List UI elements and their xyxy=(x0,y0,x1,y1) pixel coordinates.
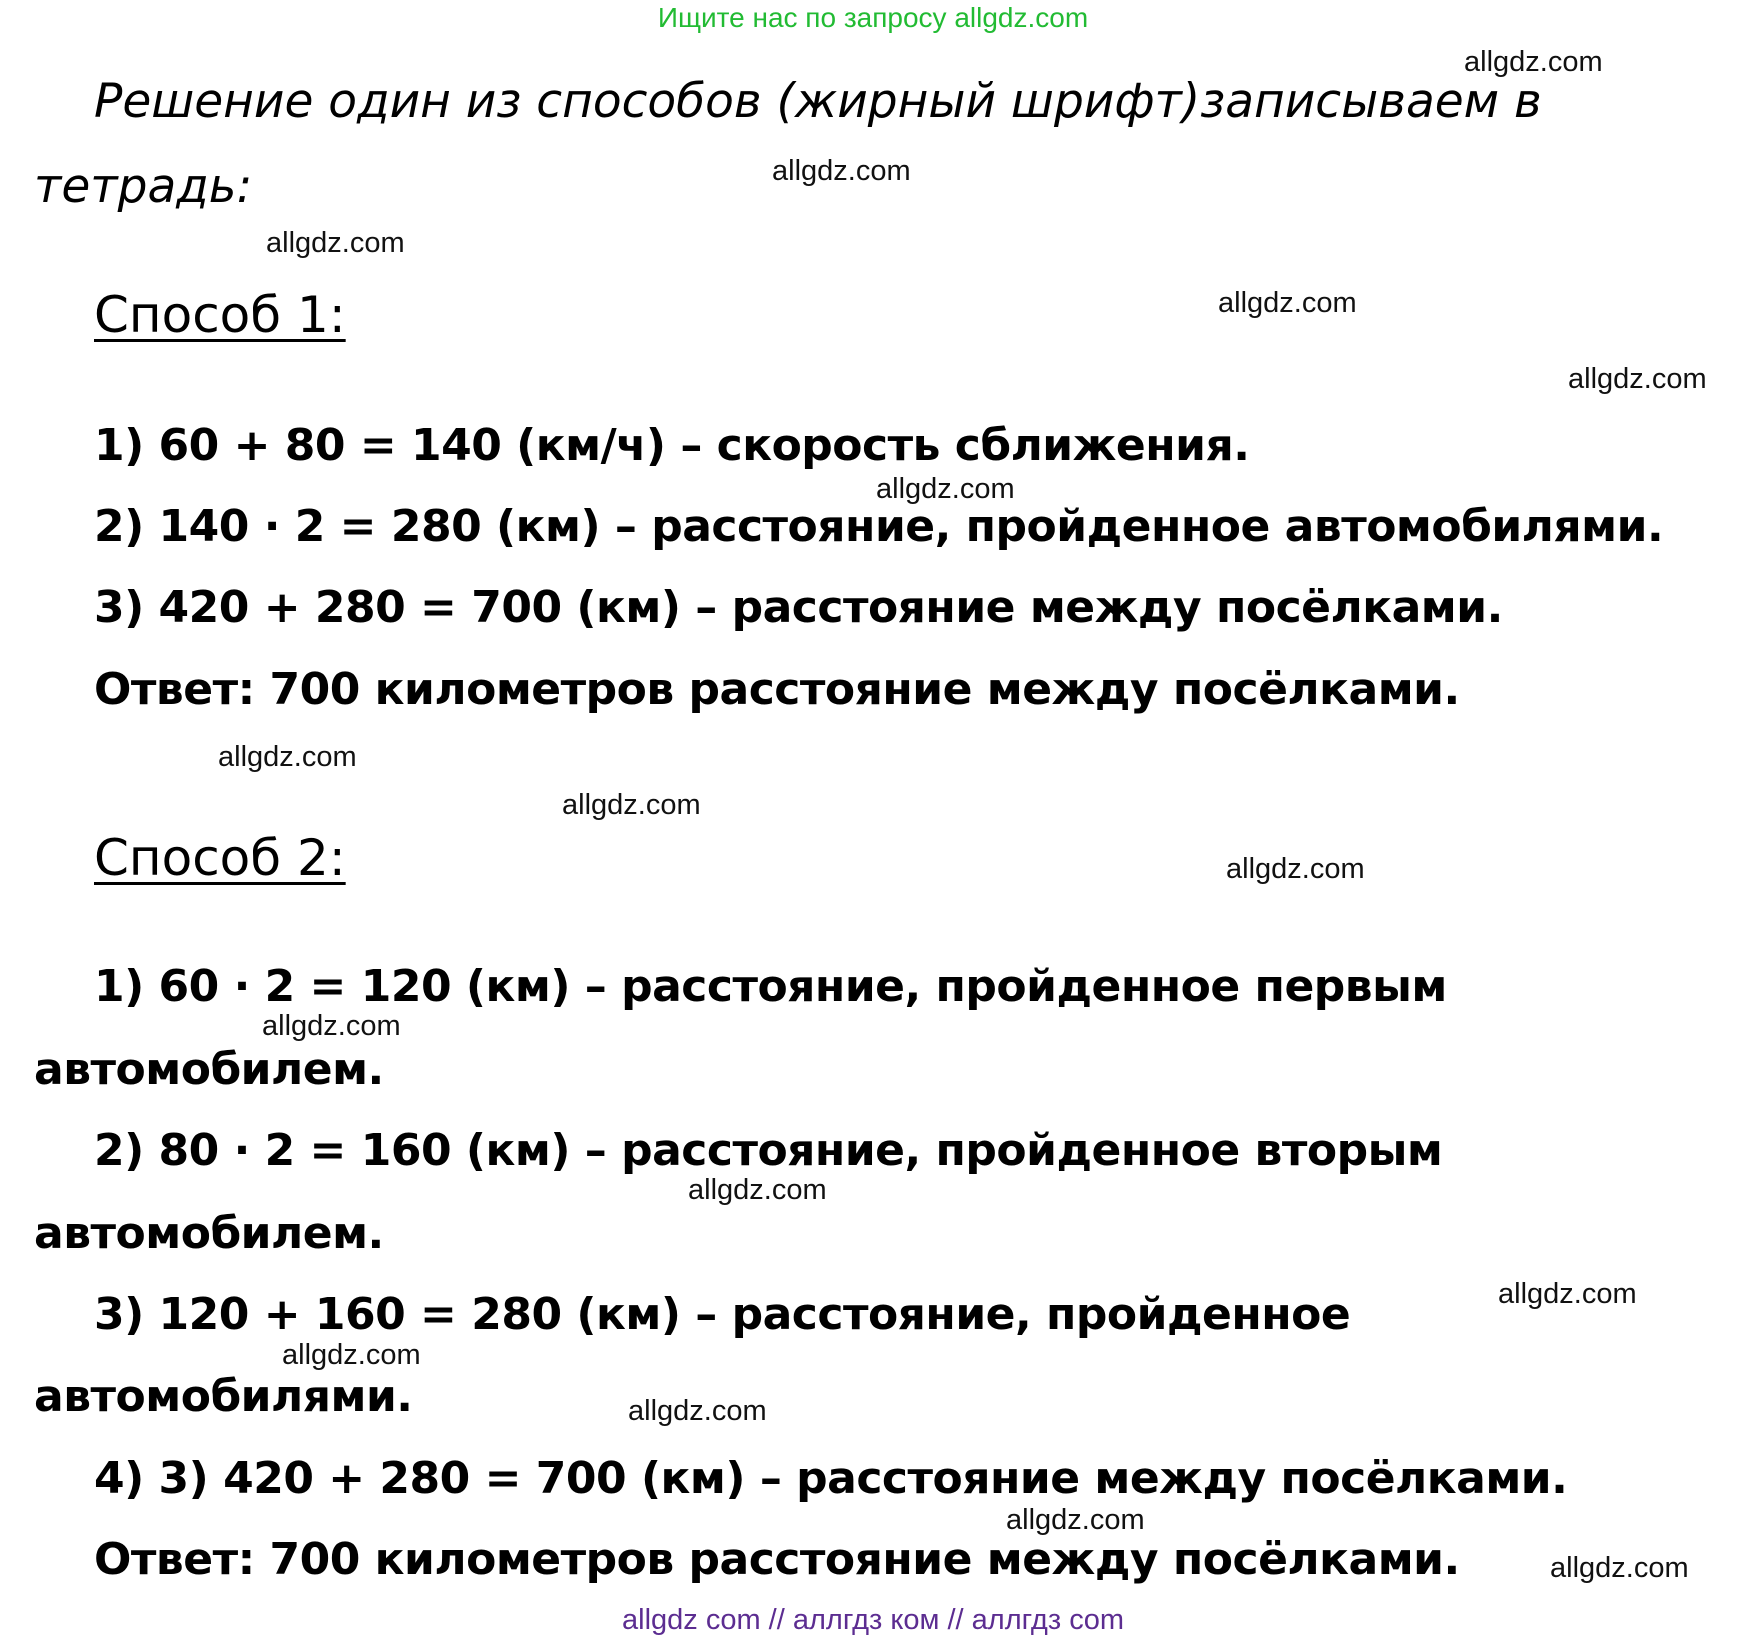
method-1-step-3: 3) 420 + 280 = 700 (км) – расстояние между посёлками. xyxy=(94,582,1503,633)
method-2-step-2: 2) 80 · 2 = 160 (км) – расстояние, пройденное вторым xyxy=(94,1125,1443,1176)
watermark: allgdz.com xyxy=(218,741,357,773)
watermark: allgdz.com xyxy=(1226,853,1365,885)
watermark: allgdz.com xyxy=(262,1010,401,1042)
method-2-step-1-cont: автомобилем. xyxy=(34,1044,384,1095)
watermark: allgdz.com xyxy=(266,227,405,259)
footer: allgdz com // аллгдз ком // аллгдз com xyxy=(622,1604,1124,1636)
method-1-step-1: 1) 60 + 80 = 140 (км/ч) – скорость сближения. xyxy=(94,420,1250,471)
watermark: allgdz.com xyxy=(688,1174,827,1206)
method-2-step-4: 4) 3) 420 + 280 = 700 (км) – расстояние между посёлками. xyxy=(94,1453,1568,1504)
watermark: allgdz.com xyxy=(628,1395,767,1427)
method-1-heading: Способ 1: xyxy=(94,286,346,344)
intro-line-1: Решение один из способов (жирный шрифт)записываем в xyxy=(94,74,1542,129)
method-2-step-2-cont: автомобилем. xyxy=(34,1208,384,1259)
watermark: allgdz.com xyxy=(772,155,911,187)
watermark: allgdz.com xyxy=(1218,287,1357,319)
intro-line-2: тетрадь: xyxy=(34,159,253,214)
method-2-step-1: 1) 60 · 2 = 120 (км) – расстояние, пройденное первым xyxy=(94,961,1447,1012)
watermark: allgdz.com xyxy=(282,1339,421,1371)
method-2-step-3-cont: автомобилями. xyxy=(34,1371,413,1422)
watermark: allgdz.com xyxy=(1550,1552,1689,1584)
watermark: allgdz.com xyxy=(1464,46,1603,78)
watermark: allgdz.com xyxy=(562,789,701,821)
method-2-heading: Способ 2: xyxy=(94,829,346,887)
watermark: allgdz.com xyxy=(1568,363,1707,395)
watermark: allgdz.com xyxy=(1498,1278,1637,1310)
method-2-step-3: 3) 120 + 160 = 280 (км) – расстояние, пройденное xyxy=(94,1289,1351,1340)
method-1-step-2: 2) 140 · 2 = 280 (км) – расстояние, пройденное автомобилями. xyxy=(94,501,1664,552)
method-1-answer: Ответ: 700 километров расстояние между посёлками. xyxy=(94,664,1460,715)
top-banner: Ищите нас по запросу allgdz.com xyxy=(657,2,1089,33)
watermark: allgdz.com xyxy=(876,473,1015,505)
method-2-answer: Ответ: 700 километров расстояние между посёлками. xyxy=(94,1534,1460,1585)
watermark: allgdz.com xyxy=(1006,1504,1145,1536)
